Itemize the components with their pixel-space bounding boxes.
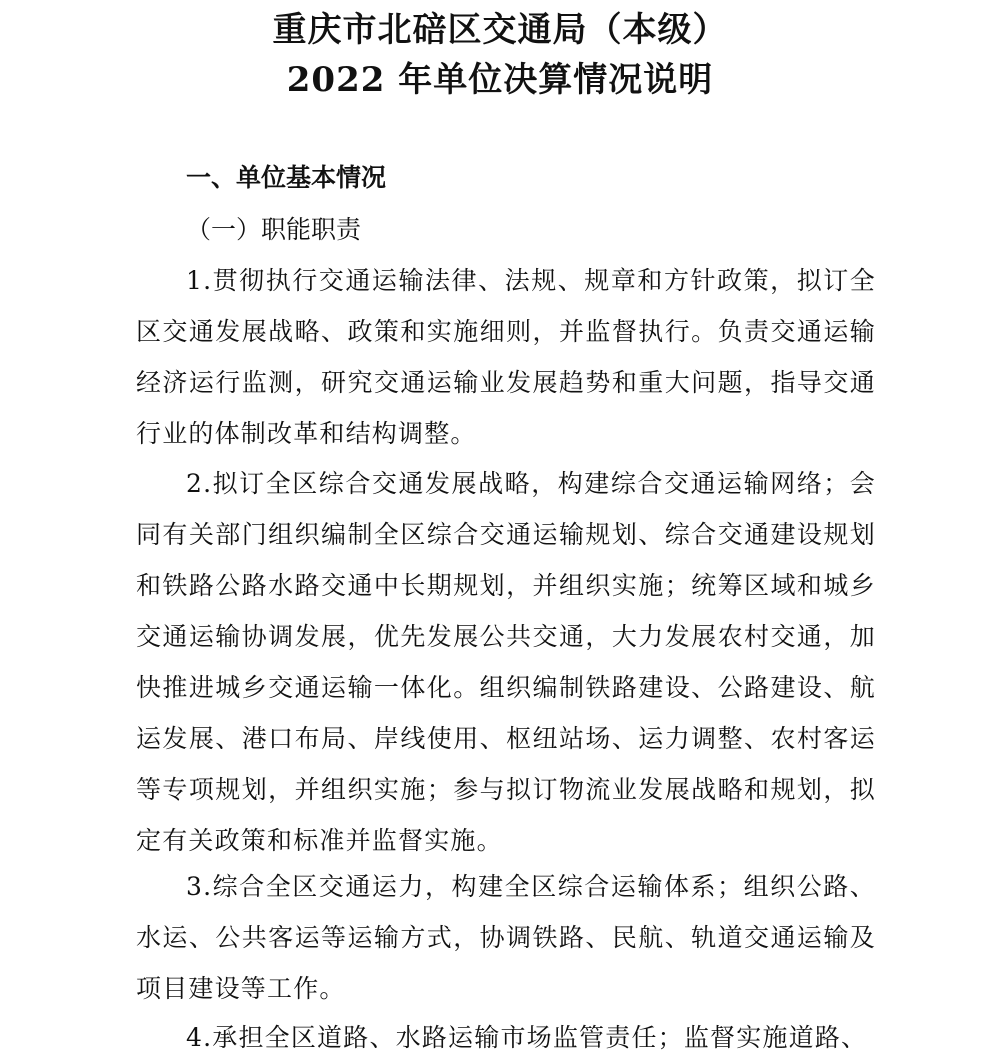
document-title-line-1: 重庆市北碚区交通局（本级）: [272, 10, 728, 50]
paragraph-3: 3.综合全区交通运力，构建全区综合运输体系；组织公路、水运、公共客运等运输方式，协调铁路、民航、轨道交通运输及项目建设等工作。: [136, 872, 876, 1003]
subsection-heading: （一）职能职责: [186, 215, 362, 244]
section-heading: 一、单位基本情况: [186, 163, 387, 192]
document-title-line-2: 2022 年单位决算情况说明: [286, 60, 714, 100]
paragraph-2: 2.拟订全区综合交通发展战略，构建综合交通运输网络；会同有关部门组织编制全区综合交通运输规划、综合交通建设规划和铁路公路水路交通中长期规划，并组织实施；统筹区域和城乡交通运输协调发展，优先发展公共交通，大力发展农村交通，加快推进城乡交通运输一体化。组织编制铁路建设、公路建设、航运发展、港口布局、岸线使用、枢纽站场、运力调整、农村客运等专项规划，并组织实施；参与拟订物流业发展战略和规划，拟定有关政策和标准并监督实施。: [136, 469, 876, 855]
paragraph-1: 1.贯彻执行交通运输法律、法规、规章和方针政策，拟订全区交通发展战略、政策和实施细则，并监督执行。负责交通运输经济运行监测，研究交通运输业发展趋势和重大问题，指导交通行业的体制改革和结构调整。: [136, 266, 876, 448]
paragraph-4: 4.承担全区道路、水路运输市场监管责任；监督实施道路、: [186, 1023, 868, 1052]
